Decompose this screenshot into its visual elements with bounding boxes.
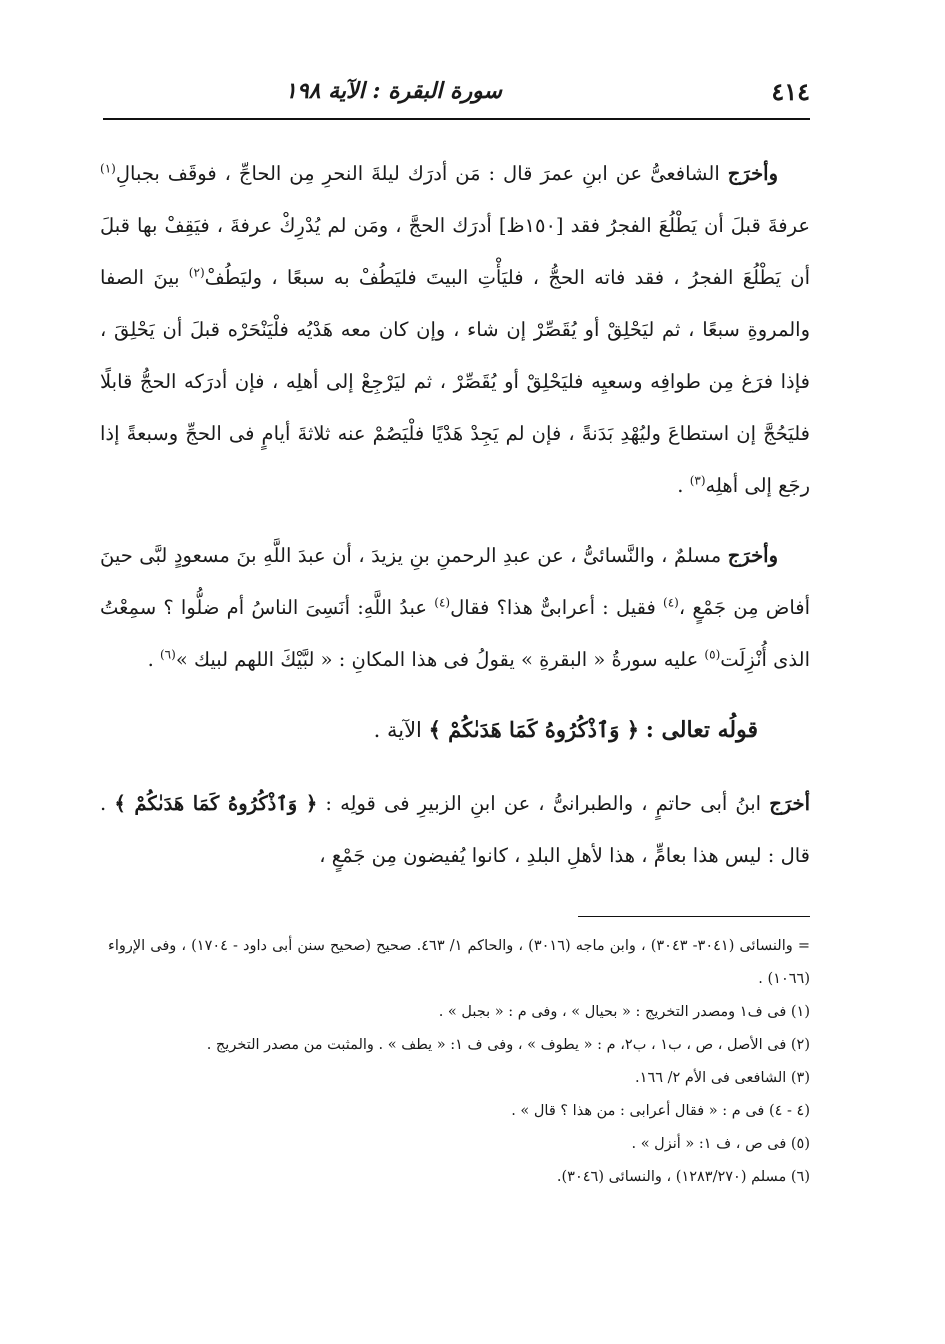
footnote-rule: [578, 916, 810, 917]
footnote-5: (٥) فى ص ، ف ١: « أنزل » .: [631, 1136, 810, 1152]
footnotes: [108, 930, 810, 1194]
verse-heading: [100, 704, 810, 756]
paragraph-ibn-abi-hatim: [100, 778, 810, 882]
paragraph-end: .: [147, 648, 154, 671]
footnote-ref: (٥): [704, 647, 721, 662]
footnote-3: (٣) الشافعى فى الأم ٢/ ١٦٦.: [635, 1070, 810, 1086]
heading-lead: قولُه تعالى :: [645, 717, 758, 743]
paragraph-muslim: [100, 530, 810, 686]
page-number: ٤١٤: [771, 76, 810, 106]
paragraph-text: الشافعىُّ عن ابنِ عمرَ قال : مَن أدرَك ليلةَ النحرِ مِن الحاجِّ ، فوقَف بجبالِ: [115, 162, 720, 185]
paragraph-lead: وأخرَج: [727, 544, 778, 567]
paragraph-text: عبدُ اللَّهِ: أنَسِىَ الناسُ أم ضلُّوا ؟ سمِعْتُ الذى أُنْزِلَت: [100, 596, 810, 671]
running-title: سورة البقرة : الآية ١٩٨: [285, 78, 502, 104]
paragraph-text: عليه سورةُ « البقرةِ » يقولُ فى هذا المكانِ : « لبَّيْكَ اللهم لبيك »: [175, 648, 699, 671]
main-text: [100, 148, 810, 900]
footnote-2: (٢) فى الأصل ، ص ، ب١ ، ب٢، م : « يطوف » ، وفى ف ١: « يطف » . والمثبت من مصدر التخريج .: [206, 1037, 810, 1053]
quran-verse: ﴿ وَٱذْكُرُوهُ كَمَا هَدَىٰكُمْ ﴾: [114, 792, 318, 815]
footnote-6: (٦) مسلم (١٢٨٣/٢٧٠) ، والنسائى (٣٠٤٦).: [556, 1169, 810, 1185]
paragraph-lead: أخرَج: [769, 792, 811, 815]
heading-tail: الآية .: [373, 718, 422, 742]
footnote-1: (١) فى ف١ ومصدر التخريج : « بحيال » ، وفى م : « بجبل » .: [438, 1004, 810, 1020]
page-header: [105, 68, 810, 114]
footnote-ref: (٣): [689, 473, 706, 488]
footnote-ref: (١): [100, 161, 116, 176]
footnote-ref: (٤): [663, 595, 679, 610]
footnote-ref: (٦): [159, 647, 176, 662]
paragraph-text: بينَ الصفا والمروةِ سبعًا ، ثم ليَحْلِقْ أو يُقَصِّرْ إن شاء ، وإن كان معه هَدْيُه فلْيَنْحَرْه قبلَ أن يَحْلِقَ ، فإذا فرَغ مِن طوافِه وسعيِه فليَحْلِقْ أو يُقَصِّرْ ، ثم ليَرْجِعْ إلى أهلِه ، فإن أدرَكه الحجُّ قابلًا فليَحُجَّ إن استطاعَ وليُهْدِ بَدَنةً ، فإن لم يَجِدْ هَدْيًا فلْيَصُمْ عنه ثلاثةَ أيامٍ فى الحجِّ وسبعةً إذا رجَع إلى أهلِه: [100, 266, 810, 497]
footnote-ref: (٤): [434, 595, 451, 610]
footnote-4: (٤ - ٤) فى م : « فقال أعرابى : من هذا ؟ قال » .: [511, 1103, 810, 1119]
paragraph-shafii: [100, 148, 810, 512]
paragraph-text: . قال : ليس هذا بعامٍّ ، هذا لأهلِ البلدِ ، كانوا يُفيضون مِن جَمْعٍ ،: [100, 792, 810, 867]
footnote-continuation: = والنسائى (٣٠٤١- ٣٠٤٣) ، وابن ماجه (٣٠١٦) ، والحاكم ١/ ٤٦٣. صحيح (صحيح سنن أبى داود - ١٧٠٤) ، وفى الإرواء (١٠٦٦) .: [108, 938, 810, 987]
paragraph-text: فقيل : أعرابىٌّ هذا؟ فقال: [450, 596, 656, 619]
footnote-ref: (٢): [188, 265, 205, 280]
paragraph-end: .: [677, 474, 684, 497]
quran-verse: ﴿ وَٱذْكُرُوهُ كَمَا هَدَىٰكُمْ ﴾: [428, 717, 639, 742]
paragraph-text: عرفةَ قبلَ أن يَطْلُعَ الفجرُ فقد [١٥٠ظ] أدرَك الحجَّ ، ومَن لم يُدْرِكْ عرفةَ ، فيَقِفْ بها قبلَ أن يَطْلُعَ الفجرُ ، فقد فاته الحجُّ ، فليَأْتِ البيتَ فليَطُفْ به سبعًا ، وليَطُفْ: [100, 214, 810, 289]
paragraph-lead: وأخرَج: [727, 162, 778, 185]
paragraph-text: مسلمٌ ، والنَّسائىُّ ، عن عبدِ الرحمنِ بنِ يزيدَ ، أن عبدَ اللَّهِ بنَ مسعودٍ لبَّى حينَ أفاض مِن جَمْعٍ ،: [100, 544, 811, 619]
paragraph-text: ابنُ أبى حاتمٍ ، والطبرانىُّ ، عن ابنِ الزبيرِ فى قولِه :: [325, 792, 762, 815]
header-rule: [103, 118, 810, 120]
